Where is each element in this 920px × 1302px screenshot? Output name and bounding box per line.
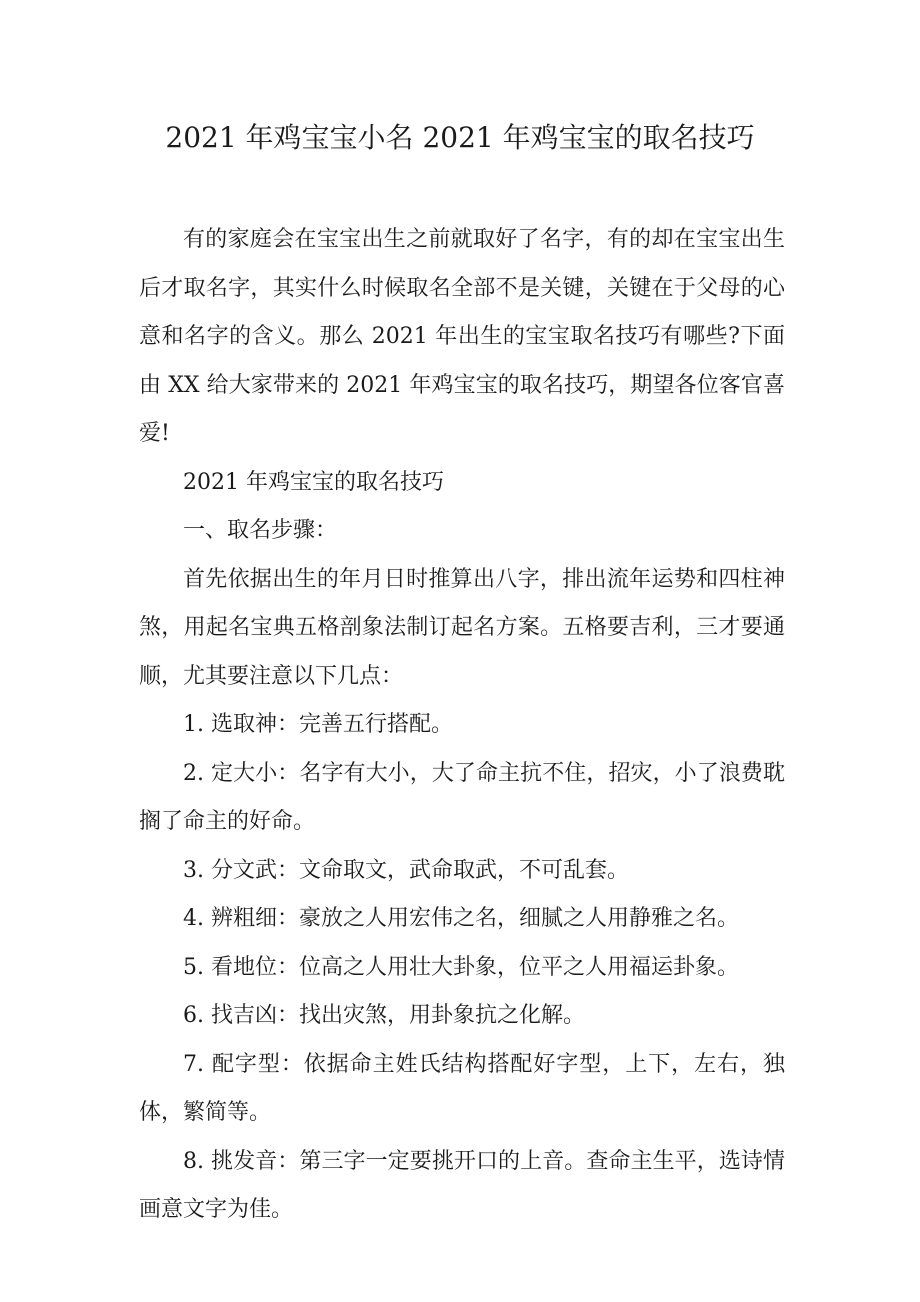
list-item: 5. 看地位：位高之人用壮大卦象，位平之人用福运卦象。 [183,954,739,980]
document-title: 2021 年鸡宝宝小名 2021 年鸡宝宝的取名技巧 [165,121,755,154]
list-item: 8. 挑发音：第三字一定要挑开口的上音。查命主生平，选诗情画意文字为佳。 [139,1148,785,1222]
list-item: 1. 选取神：完善五行搭配。 [183,712,453,737]
paragraph-steps-intro: 首先依据出生的年月日时推算出八字，排出流年运势和四柱神煞，用起名宝典五格剖象法制订起名方案。五格要吉利，三才要通顺，尤其要注意以下几点： [139,566,785,689]
paragraph-subtitle: 2021 年鸡宝宝的取名技巧 [183,469,444,495]
list-item: 4. 辨粗细：豪放之人用宏伟之名，细腻之人用静雅之名。 [183,906,739,931]
list-item: 7. 配字型：依据命主姓氏结构搭配好字型，上下，左右，独体，繁简等。 [139,1051,785,1125]
paragraph-section-heading: 一、取名步骤： [183,518,338,543]
paragraph-intro: 有的家庭会在宝宝出生之前就取好了名字，有的却在宝宝出生后才取名字，其实什么时候取名全部不是关键，关键在于父母的心意和名字的含义。那么 2021 年出生的宝宝取名技巧有哪些?下面由 XX 给大家带来的 2021 年鸡宝宝的取名技巧，期望各位客官喜爱! [139,227,785,446]
list-item: 6. 找吉凶：找出灾煞，用卦象抗之化解。 [183,1003,585,1028]
document-body [139,216,785,1235]
list-item: 2. 定大小：名字有大小，大了命主抗不住，招灾，小了浪费耽搁了命主的好命。 [139,760,785,834]
list-item: 3. 分文武：文命取文，武命取武，不可乱套。 [183,857,629,883]
